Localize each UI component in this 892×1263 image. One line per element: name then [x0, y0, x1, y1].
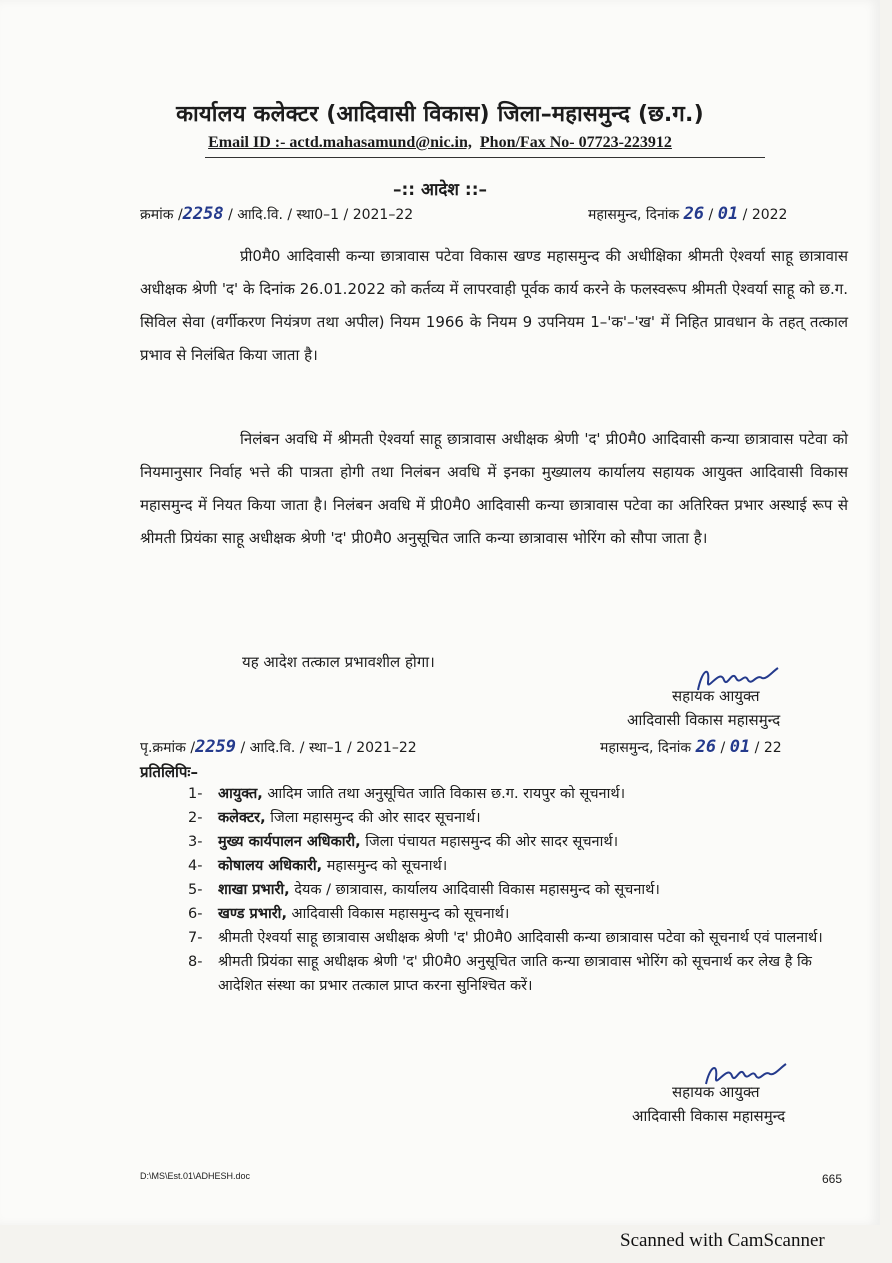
- endorsement-ref-number: 2259: [195, 737, 237, 757]
- list-item: [188, 854, 848, 878]
- list-item-text: [218, 830, 848, 854]
- order-date: महासमुन्द, दिनांक 26 / 01 / 2022: [588, 204, 788, 224]
- list-item-bold: आयुक्त,: [218, 786, 263, 802]
- order-heading: –:: आदेश ::–: [393, 180, 487, 200]
- list-item-text: [218, 902, 848, 926]
- order-paragraph-1: प्री0मै0 आदिवासी कन्या छात्रावास पटेवा विकास खण्ड महासमुन्द की अधीक्षिका श्रीमती ऐश्वर्या साहू छात्रावास अधीक्षक श्रेणी 'द' के दिनांक 26.01.2022 को कर्तव्य में लापरवाही पूर्वक कार्य करने के फलस्वरूप श्रीमती ऐश्वर्या साहू को छ.ग. सिविल सेवा (वर्गीकरण नियंत्रण तथा अपील) नियम 1966 के नियम 9 उपनियम 1–'क'–'ख' में निहित प्रावधान के तहत् तत्काल प्रभाव से निलंबित किया जाता है।: [140, 247, 848, 364]
- list-item-number: 6-: [188, 906, 203, 922]
- list-item-number: 3-: [188, 834, 203, 850]
- list-item: [188, 830, 848, 854]
- list-item-number: 2-: [188, 810, 203, 826]
- endorsement-date-month: 01: [729, 737, 751, 757]
- order-signatory-dept: आदिवासी विकास महासमुन्द: [627, 711, 781, 729]
- copies-list: [188, 782, 848, 998]
- order-date-day: 26: [683, 204, 705, 224]
- order-paragraph-3: यह आदेश तत्काल प्रभावशील होगा।: [242, 653, 435, 671]
- endorsement-ref-prefix: पृ.क्रमांक /: [140, 740, 196, 756]
- scanner-watermark: Scanned with CamScanner: [620, 1230, 825, 1251]
- list-item-rest: श्रीमती प्रियंका साहू अधीक्षक श्रेणी 'द' प्री0मै0 अनुसूचित जाति कन्या छात्रावास भोरिंग को सूचनार्थ कर लेख है कि आदेशित संस्था का प्रभार तत्काल प्राप्त करना सुनिश्चित करें।: [218, 954, 812, 994]
- phone-text: Phon/Fax No- 07723-223912: [479, 134, 672, 151]
- endorsement-signatory-title: सहायक आयुक्त: [672, 1083, 760, 1101]
- list-item-text: [218, 854, 848, 878]
- list-item-bold: मुख्य कार्यपालन अधिकारी,: [218, 834, 361, 850]
- order-signatory-title: सहायक आयुक्त: [672, 687, 760, 705]
- list-item: [188, 782, 848, 806]
- list-item-rest: जिला पंचायत महासमुन्द की ओर सादर सूचनार्थ।: [360, 834, 619, 850]
- office-title: कार्यालय कलेक्टर (आदिवासी विकास) जिला–महासमुन्द (छ.ग.): [176, 102, 704, 127]
- endorsement-date-year: 22: [763, 740, 782, 756]
- email-text: Email ID :- actd.mahasamund@nic.in,: [208, 134, 472, 151]
- order-date-year: 2022: [751, 207, 788, 223]
- endorsement-signatory-dept: आदिवासी विकास महासमुन्द: [632, 1107, 786, 1125]
- list-item-text: [218, 926, 848, 950]
- list-item: [188, 878, 848, 902]
- order-reference: [140, 204, 413, 224]
- order-ref-number: 2258: [182, 204, 224, 224]
- endorsement-place-date-prefix: महासमुन्द, दिनांक: [600, 740, 692, 756]
- list-item-text: [218, 782, 848, 806]
- list-item-rest: जिला महासमुन्द की ओर सादर सूचनार्थ।: [265, 810, 481, 826]
- copies-label: प्रतिलिपिः–: [140, 763, 198, 781]
- list-item-text: [218, 806, 848, 830]
- list-item: [188, 950, 848, 998]
- endorsement-date-day: 26: [695, 737, 717, 757]
- list-item: [188, 926, 848, 950]
- list-item-bold: कोषालय अधिकारी,: [218, 858, 323, 874]
- contact-line: [0, 134, 880, 152]
- list-item-bold: शाखा प्रभारी,: [218, 882, 290, 898]
- list-item-number: 4-: [188, 858, 203, 874]
- endorsement-reference: [140, 737, 417, 757]
- order-ref-suffix: / आदि.वि. / स्था0–1 / 2021–22: [228, 207, 414, 223]
- list-item-text: [218, 878, 848, 902]
- list-item-rest: देयक / छात्रावास, कार्यालय आदिवासी विकास महासमुन्द को सूचनार्थ।: [289, 882, 660, 898]
- list-item-bold: खण्ड प्रभारी,: [218, 906, 287, 922]
- order-paragraph-2: निलंबन अवधि में श्रीमती ऐश्वर्या साहू छात्रावास अधीक्षक श्रेणी 'द' प्री0मै0 आदिवासी कन्या छात्रावास पटेवा को नियमानुसार निर्वाह भत्ते की पात्रता होगी तथा निलंबन अवधि में इनका मुख्यालय कार्यालय सहायक आयुक्त आदिवासी विकास महासमुन्द में नियत किया जाता है। निलंबन अवधि में प्री0मै0 आदिवासी कन्या छात्रावास पटेवा का अतिरिक्त प्रभार अस्थाई रूप से श्रीमती प्रियंका साहू अधीक्षक श्रेणी 'द' प्री0मै0 अनुसूचित जाति कन्या छात्रावास भोरिंग को सौपा जाता है।: [140, 430, 848, 547]
- list-item-number: 1-: [188, 786, 203, 802]
- list-item: [188, 806, 848, 830]
- list-item-rest: आदिम जाति तथा अनुसूचित जाति विकास छ.ग. रायपुर को सूचनार्थ।: [262, 786, 626, 802]
- list-item: [188, 902, 848, 926]
- list-item-rest: आदिवासी विकास महासमुन्द को सूचनार्थ।: [286, 906, 510, 922]
- page-number: 665: [822, 1172, 843, 1186]
- endorsement-date: महासमुन्द, दिनांक 26 / 01 / 22: [600, 737, 782, 757]
- list-item-number: 7-: [188, 930, 203, 946]
- order-ref-prefix: क्रमांक /: [140, 207, 183, 223]
- order-date-month: 01: [717, 204, 739, 224]
- list-item-rest: श्रीमती ऐश्वर्या साहू छात्रावास अधीक्षक श्रेणी 'द' प्री0मै0 आदिवासी कन्या छात्रावास पटेवा को सूचनार्थ एवं पालनार्थ।: [218, 930, 823, 946]
- list-item-rest: महासमुन्द को सूचनार्थ।: [322, 858, 448, 874]
- header-divider: [205, 157, 765, 158]
- list-item-number: 8-: [188, 954, 203, 970]
- list-item-number: 5-: [188, 882, 203, 898]
- endorsement-ref-suffix: / आदि.वि. / स्था–1 / 2021–22: [240, 740, 417, 756]
- list-item-text: [218, 950, 848, 998]
- file-path: D:\MS\Est.01\ADHESH.doc: [140, 1171, 251, 1181]
- order-place-date-prefix: महासमुन्द, दिनांक: [588, 207, 680, 223]
- list-item-bold: कलेक्टर,: [218, 810, 266, 826]
